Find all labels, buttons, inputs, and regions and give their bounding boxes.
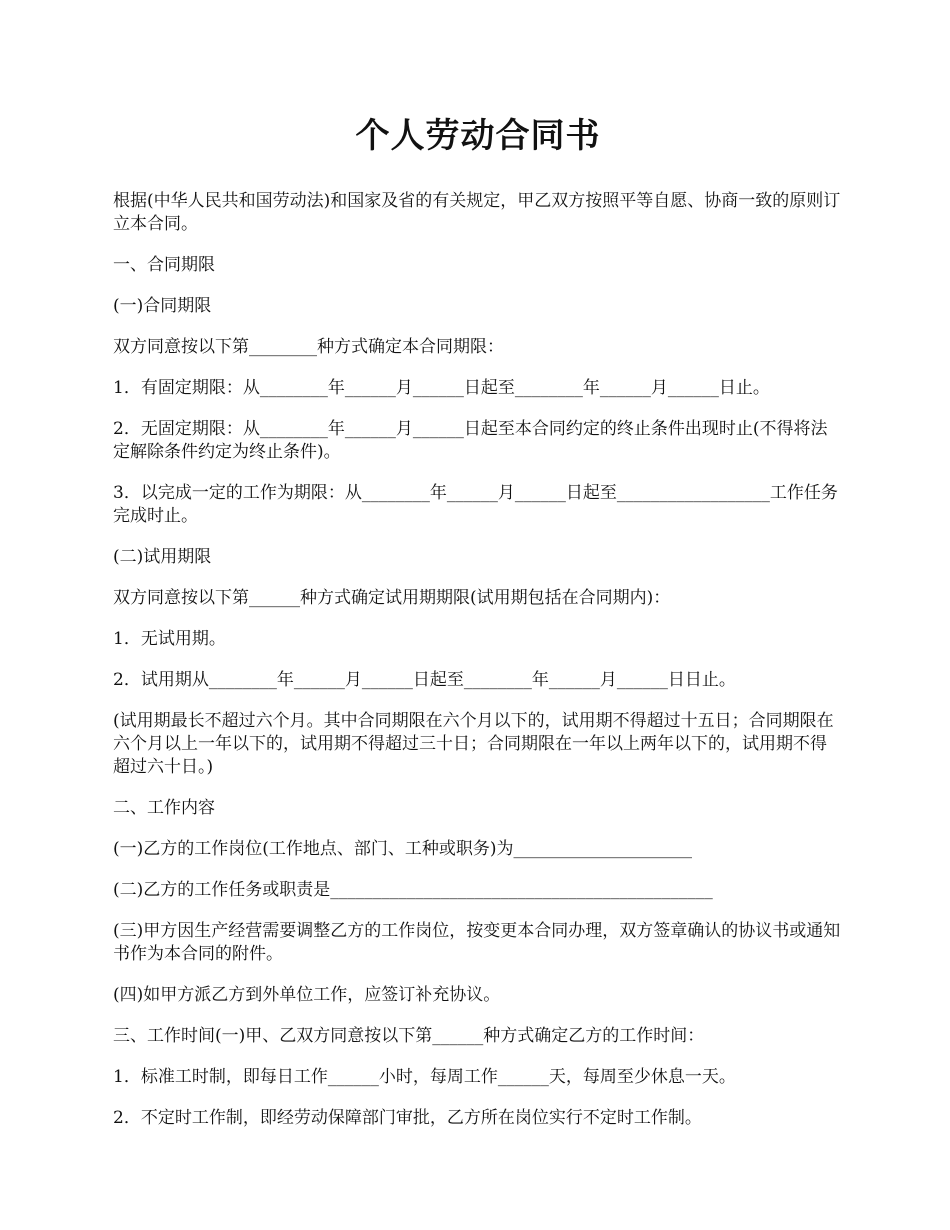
probation-note-paragraph: (试用期最长不超过六个月。其中合同期限在六个月以下的，试用期不得超过十五日；合同期限在六个月以上一年以下的，试用期不得超过三十日；合同期限在一年以上两年以下的，试用期不得超过六十日。) [113,711,834,777]
standard-hours-paragraph: 1．标准工时制，即每日工作______小时，每周工作______天，每周至少休息一天。 [113,1067,736,1087]
document-page [113,112,843,1148]
section-heading-work-content: 二、工作内容 [113,798,215,818]
contract-term-method-paragraph: 双方同意按以下第________种方式确定本合同期限： [113,337,504,357]
probation-period-paragraph: 2．试用期从________年______月______日起至________年______月______日日止。 [113,670,736,690]
work-position-paragraph: (一)乙方的工作岗位(工作地点、部门、工种或职务)为_____________________ [113,839,693,859]
preamble-paragraph: 根据(中华人民共和国劳动法)和国家及省的有关规定，甲乙双方按照平等自愿、协商一致的原则订立本合同。 [113,191,841,234]
subsection-heading-probation: (二)试用期限 [113,547,212,567]
probation-method-paragraph: 双方同意按以下第______种方式确定试用期期限(试用期包括在合同期内)： [113,588,671,608]
fixed-term-paragraph: 1．有固定期限：从________年______月______日起至________年______月______日止。 [113,378,770,398]
section-heading-contract-term: 一、合同期限 [113,255,215,275]
subsection-heading-contract-term: (一)合同期限 [113,296,212,316]
work-duties-paragraph: (二)乙方的工作任务或职责是_____________________________________________ [113,880,713,900]
open-term-paragraph: 2．无固定期限：从________年______月______日起至本合同约定的终止条件出现时止(不得将法定解除条件约定为终止条件)。 [113,419,828,462]
section-heading-working-hours: 三、工作时间(一)甲、乙双方同意按以下第______种方式确定乙方的工作时间： [113,1026,705,1046]
position-adjustment-paragraph: (三)甲方因生产经营需要调整乙方的工作岗位，按变更本合同办理，双方签章确认的协议书或通知书作为本合同的附件。 [113,921,841,964]
external-assignment-paragraph: (四)如甲方派乙方到外单位工作，应签订补充协议。 [113,985,501,1005]
task-term-paragraph: 3．以完成一定的工作为期限：从________年______月______日起至__________________工作任务完成时止。 [113,483,838,526]
flexible-hours-paragraph: 2．不定时工作制，即经劳动保障部门审批，乙方所在岗位实行不定时工作制。 [113,1108,702,1128]
document-title: 个人劳动合同书 [355,116,601,156]
no-probation-paragraph: 1．无试用期。 [113,629,226,649]
